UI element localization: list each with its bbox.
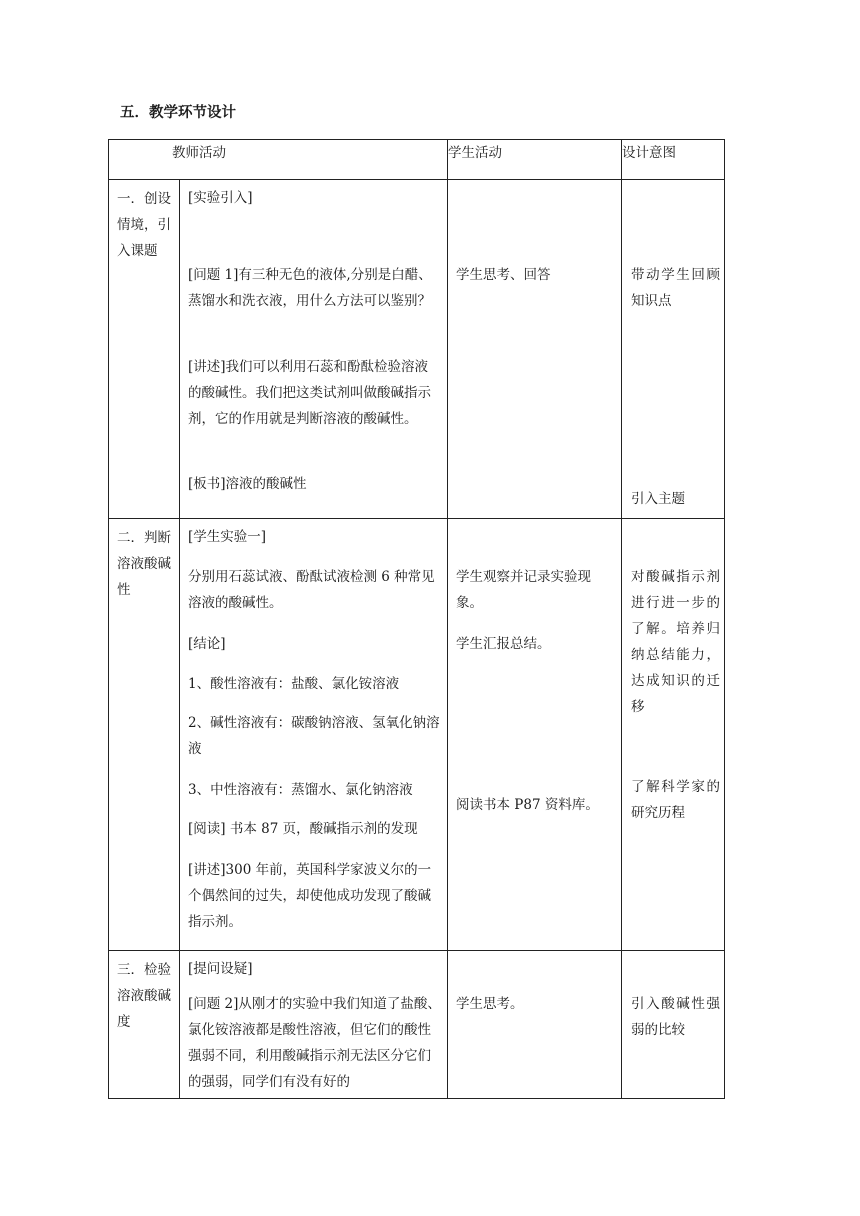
design-paragraph: 带动学生回顾知识点 (631, 267, 720, 309)
teacher-paragraph: [实验引入] (188, 190, 253, 206)
teacher-activity-cell (180, 951, 448, 1099)
header-design-intent: 设计意图 (622, 140, 725, 180)
teacher-activity-cell (180, 180, 448, 519)
student-activity-cell (448, 180, 622, 519)
section-label: 三．检验溶液酸碱度 (109, 951, 180, 1099)
teacher-paragraph: [问题 2]从刚才的实验中我们知道了盐酸、氯化铵溶液都是酸性溶液，但它们的酸性强弱不同，利用酸碱指示剂无法区分它们的强弱，同学们有没有好的 (188, 996, 441, 1090)
student-paragraph: 学生汇报总结。 (456, 636, 551, 652)
section-heading: 五．教学环节设计 (120, 105, 236, 121)
teacher-paragraph: [结论] (188, 636, 226, 652)
design-paragraph: 对酸碱指示剂进行进一步的了解。培养归纳总结能力，达成知识的迁移 (631, 569, 720, 715)
design-paragraph: 了解科学家的研究历程 (631, 779, 720, 821)
teacher-paragraph: 1、酸性溶液有：盐酸、氯化铵溶液 (188, 676, 400, 692)
table-row (109, 519, 725, 951)
section-label: 二．判断溶液酸碱性 (109, 519, 180, 951)
design-intent-cell (622, 519, 725, 951)
teacher-paragraph: 3、中性溶液有：蒸馏水、氯化钠溶液 (188, 782, 413, 798)
table-row (109, 180, 725, 519)
student-paragraph: 学生思考、回答 (456, 267, 551, 283)
lesson-plan-table (108, 139, 725, 1099)
teacher-paragraph: [提问设疑] (188, 961, 253, 977)
design-intent-cell (622, 951, 725, 1099)
student-activity-cell (448, 951, 622, 1099)
teacher-paragraph: [问题 1]有三种无色的液体,分别是白醋、蒸馏水和洗衣液，用什么方法可以鉴别？ (188, 267, 432, 309)
header-teacher-activity: 教师活动 (109, 140, 448, 180)
student-paragraph: 学生思考。 (456, 996, 524, 1012)
teacher-paragraph: 分别用石蕊试液、酚酞试液检测 6 种常见溶液的酸碱性。 (188, 569, 435, 611)
header-student-activity: 学生活动 (448, 140, 622, 180)
teacher-paragraph: [学生实验一] (188, 529, 267, 545)
student-paragraph: 学生观察并记录实验现象。 (456, 569, 591, 611)
teacher-paragraph: [讲述]我们可以利用石蕊和酚酞检验溶液的酸碱性。我们把这类试剂叫做酸碱指示剂，它的作用就是判断溶液的酸碱性。 (188, 359, 431, 427)
design-intent-cell (622, 180, 725, 519)
teacher-paragraph: [讲述]300 年前，英国科学家波义尔的一个偶然间的过失，却使他成功发现了酸碱指示剂。 (188, 862, 432, 930)
student-activity-cell (448, 519, 622, 951)
teacher-paragraph: [板书]溶液的酸碱性 (188, 476, 307, 492)
design-paragraph: 引入酸碱性强弱的比较 (631, 996, 720, 1038)
teacher-paragraph: 2、碱性溶液有：碳酸钠溶液、氢氧化钠溶液 (188, 715, 440, 757)
table-row (109, 951, 725, 1099)
student-paragraph: 阅读书本 P87 资料库。 (456, 797, 599, 813)
table-header-row (109, 140, 725, 180)
teacher-activity-cell (180, 519, 448, 951)
teacher-paragraph: [阅读] 书本 87 页，酸碱指示剂的发现 (188, 821, 418, 837)
design-paragraph: 引入主题 (631, 491, 685, 507)
section-label: 一．创设情境，引入课题 (109, 180, 180, 519)
